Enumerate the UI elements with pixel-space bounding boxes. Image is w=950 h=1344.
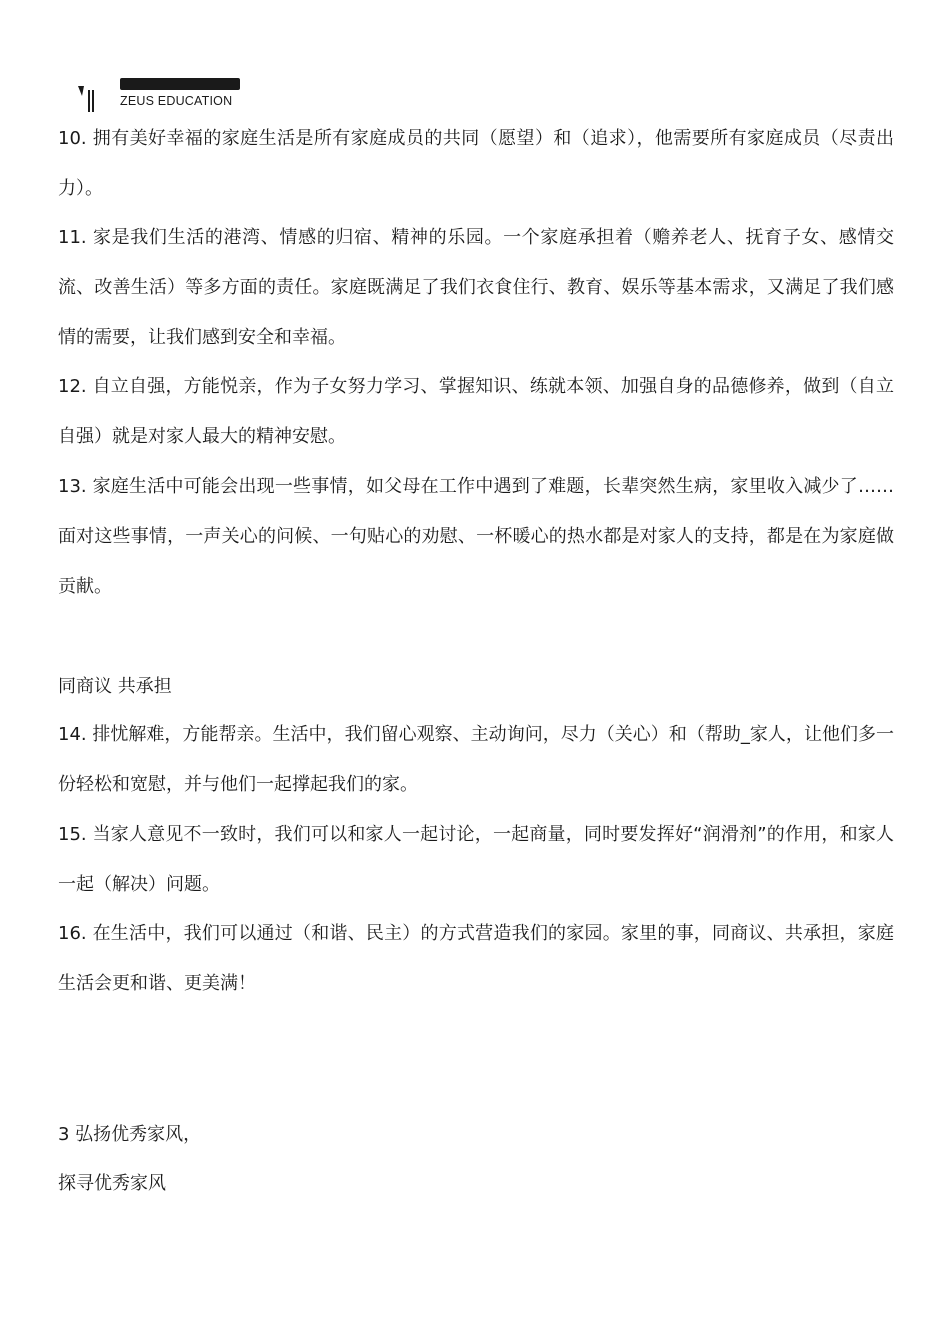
lesson-heading: 3 弘扬优秀家风，	[58, 1124, 202, 1145]
item-13: 13. 家庭生活中可能会出现一些事情，如父母在工作中遇到了难题，长辈突然生病，家里收入减少了……面对这些事情，一声关心的问候、一句贴心的劝慰、一杯暖心的热水都是对家人的支持，都是在为家庭做贡献。	[58, 476, 894, 597]
item-16: 16. 在生活中，我们可以通过（和谐、民主）的方式营造我们的家园。家里的事，同商议、共承担，家庭生活会更和谐、更美满！	[58, 923, 894, 994]
zeus-education-logo	[76, 78, 246, 114]
item-10: 10. 拥有美好幸福的家庭生活是所有家庭成员的共同（愿望）和（追求），他需要所有家庭成员（尽责出力）。	[58, 128, 894, 199]
sub-heading: 探寻优秀家风	[58, 1173, 166, 1194]
logo-subtitle: ZEUS EDUCATION	[120, 94, 233, 108]
logo-mark-icon	[76, 84, 96, 112]
item-15: 15. 当家人意见不一致时，我们可以和家人一起讨论，一起商量，同时要发挥好“润滑剂”的作用，和家人一起（解决）问题。	[58, 824, 894, 895]
section-heading: 同商议 共承担	[58, 676, 172, 697]
item-14: 14. 排忧解难，方能帮亲。生活中，我们留心观察、主动询问，尽力（关心）和（帮助_家人，让他们多一份轻松和宽慰，并与他们一起撑起我们的家。	[58, 724, 894, 795]
item-11: 11. 家是我们生活的港湾、情感的归宿、精神的乐园。一个家庭承担着（赡养老人、抚育子女、感情交流、改善生活）等多方面的责任。家庭既满足了我们衣食住行、教育、娱乐等基本需求，又满足了我们感情的需要，让我们感到安全和幸福。	[58, 227, 894, 348]
item-12: 12. 自立自强，方能悦亲，作为子女努力学习、掌握知识、练就本领、加强自身的品德修养，做到（自立自强）就是对家人最大的精神安慰。	[58, 376, 894, 447]
logo-wordmark	[120, 78, 240, 90]
